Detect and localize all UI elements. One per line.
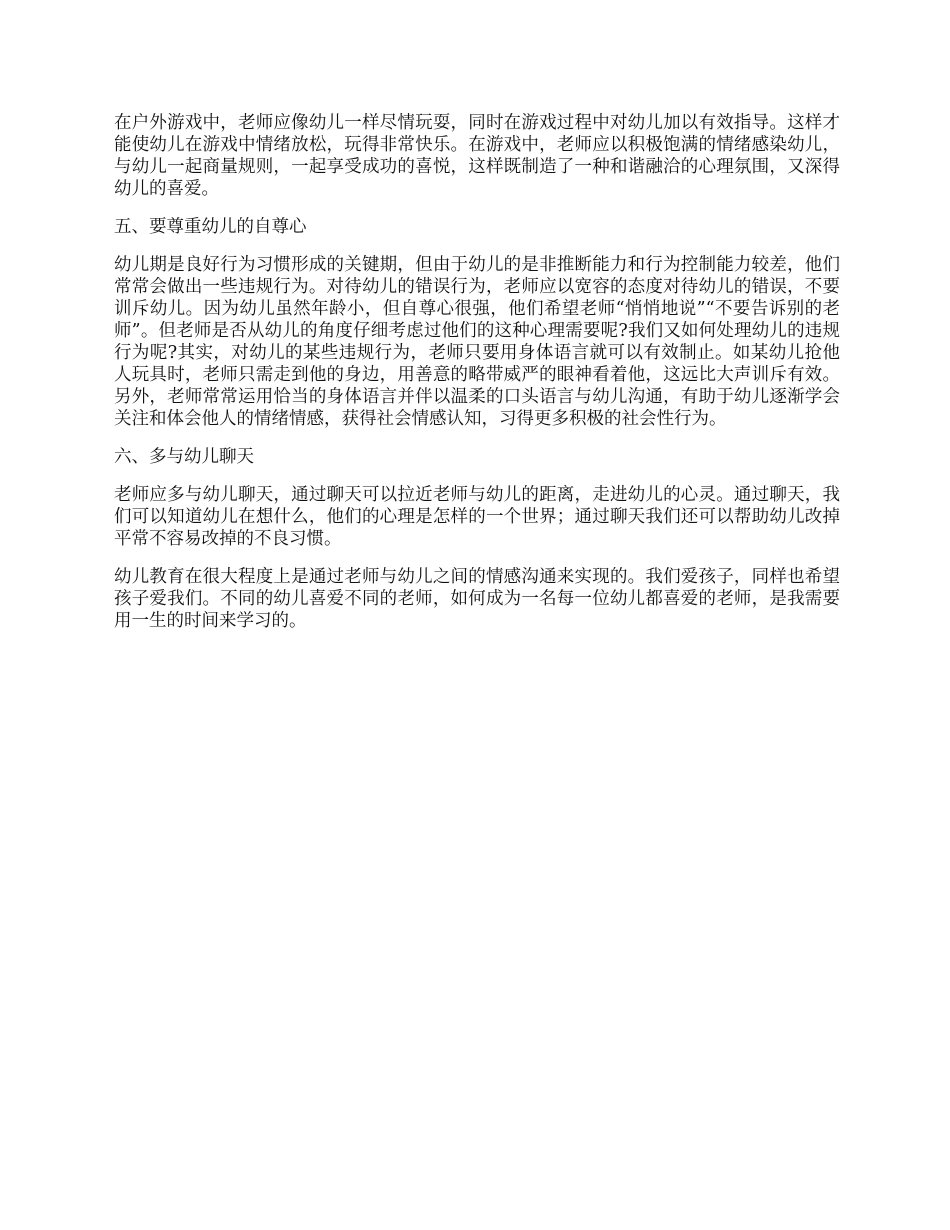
paragraph-chatting: 老师应多与幼儿聊天，通过聊天可以拉近老师与幼儿的距离，走进幼儿的心灵。通过聊天，我们可以知道幼儿在想什么，他们的心理是怎样的一个世界；通过聊天我们还可以帮助幼儿改掉平常不容易改掉的不良习惯。 bbox=[114, 485, 840, 549]
paragraph-conclusion: 幼儿教育在很大程度上是通过老师与幼儿之间的情感沟通来实现的。我们爱孩子，同样也希望孩子爱我们。不同的幼儿喜爱不同的老师，如何成为一名每一位幼儿都喜爱的老师，是我需要用一生的时间来学习的。 bbox=[114, 567, 840, 631]
paragraph-self-esteem: 幼儿期是良好行为习惯形成的关键期，但由于幼儿的是非推断能力和行为控制能力较差，他们常常会做出一些违规行为。对待幼儿的错误行为，老师应以宽容的态度对待幼儿的错误，不要训斥幼儿。因为幼儿虽然年龄小，但自尊心很强，他们希望老师“悄悄地说”“不要告诉别的老师”。但老师是否从幼儿的角度仔细考虑过他们的这种心理需要呢?我们又如何处理幼儿的违规行为呢?其实，对幼儿的某些违规行为，老师只要用身体语言就可以有效制止。如某幼儿抢他人玩具时，老师只需走到他的身边，用善意的略带威严的眼神看着他，这远比大声训斥有效。另外，老师常常运用恰当的身体语言并伴以温柔的口头语言与幼儿沟通，有助于幼儿逐渐学会关注和体会他人的情绪情感，获得社会情感认知，习得更多积极的社会性行为。 bbox=[114, 255, 840, 429]
paragraph-outdoor-games: 在户外游戏中，老师应像幼儿一样尽情玩耍，同时在游戏过程中对幼儿加以有效指导。这样才能使幼儿在游戏中情绪放松，玩得非常快乐。在游戏中，老师应以积极饱满的情绪感染幼儿，与幼儿一起商量规则，一起享受成功的喜悦，这样既制造了一种和谐融洽的心理氛围，又深得幼儿的喜爱。 bbox=[114, 113, 840, 199]
section-heading-chat-with-children: 六、多与幼儿聊天 bbox=[114, 447, 254, 467]
section-heading-respect-self-esteem: 五、要尊重幼儿的自尊心 bbox=[114, 217, 307, 237]
document-page bbox=[114, 112, 840, 648]
